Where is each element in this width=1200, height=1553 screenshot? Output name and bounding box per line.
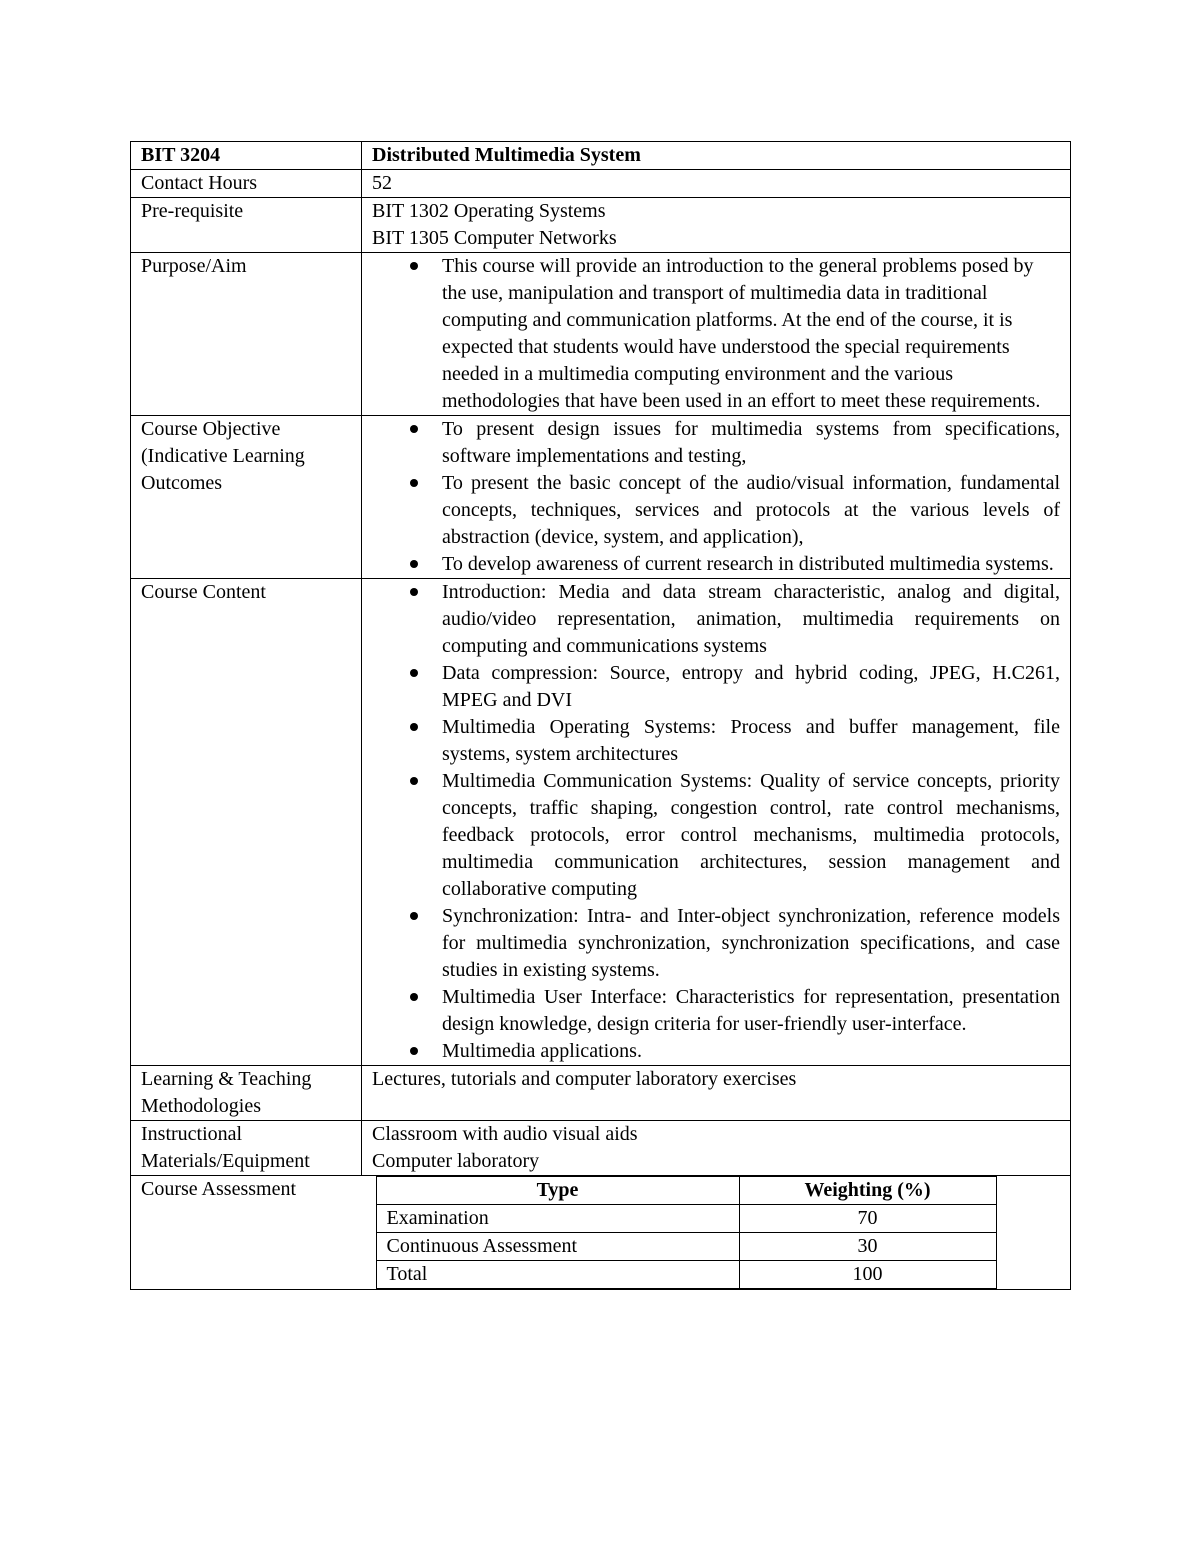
prerequisite-values <box>362 198 1071 253</box>
prerequisite-item: BIT 1305 Computer Networks <box>372 227 617 249</box>
prerequisite-label: Pre-requisite <box>131 198 362 253</box>
materials-label-line: Materials/Equipment <box>141 1150 310 1172</box>
list-item: This course will provide an introduction to the general problems posed by the use, manipulation and transport of multimedia data in traditional computing and communication platforms. At the end of the course, it is expected that students would have understood the special requirements needed in a multimedia computing environment and the various methodologies that have been used in an effort to meet these requirements. <box>372 253 1060 415</box>
list-item: To develop awareness of current research in distributed multimedia systems. <box>372 551 1060 578</box>
contact-hours-value: 52 <box>362 170 1071 198</box>
objective-label-line: (Indicative Learning <box>141 445 305 467</box>
contact-hours-label: Contact Hours <box>131 170 362 198</box>
materials-label <box>131 1121 362 1176</box>
materials-row <box>131 1121 1071 1176</box>
methodologies-label <box>131 1066 362 1121</box>
prerequisite-item: BIT 1302 Operating Systems <box>372 200 606 222</box>
course-header-row <box>131 142 1071 170</box>
objective-list <box>372 416 1060 578</box>
content-label: Course Content <box>131 579 362 1066</box>
list-item: Introduction: Media and data stream characteristic, analog and digital, audio/video representation, animation, multimedia requirements on computing and communications systems <box>372 579 1060 660</box>
materials-item: Computer laboratory <box>372 1150 540 1172</box>
table-row <box>376 1205 996 1233</box>
assessment-weight: 100 <box>739 1261 996 1289</box>
objective-label-line: Outcomes <box>141 472 223 494</box>
list-item: Synchronization: Intra- and Inter-object synchronization, reference models for multimedia synchronization, synchronization specifications, and case studies in existing systems. <box>372 903 1060 984</box>
materials-item: Classroom with audio visual aids <box>372 1123 638 1145</box>
content-row <box>131 579 1071 1066</box>
assessment-type: Continuous Assessment <box>376 1233 739 1261</box>
assessment-type: Examination <box>376 1205 739 1233</box>
content-list <box>372 579 1060 1065</box>
assessment-holder <box>362 1176 1071 1290</box>
course-title: Distributed Multimedia System <box>362 142 1071 170</box>
prerequisite-row <box>131 198 1071 253</box>
methodologies-value: Lectures, tutorials and computer laboratory exercises <box>362 1066 1071 1121</box>
list-item: To present the basic concept of the audio/visual information, fundamental concepts, techniques, services and protocols at the various levels of abstraction (device, system, and application), <box>372 470 1060 551</box>
list-item: To present design issues for multimedia systems from specifications, software implementations and testing, <box>372 416 1060 470</box>
assessment-row <box>131 1176 1071 1290</box>
assessment-type: Total <box>376 1261 739 1289</box>
materials-label-line: Instructional <box>141 1123 243 1145</box>
list-item: Data compression: Source, entropy and hybrid coding, JPEG, H.C261, MPEG and DVI <box>372 660 1060 714</box>
methodologies-label-line: Learning & Teaching <box>141 1068 312 1090</box>
assessment-header-type: Type <box>376 1177 739 1205</box>
list-item: Multimedia Operating Systems: Process and buffer management, file systems, system architectures <box>372 714 1060 768</box>
table-row <box>376 1261 996 1289</box>
purpose-content <box>362 253 1071 416</box>
assessment-label: Course Assessment <box>131 1176 362 1290</box>
contact-hours-row <box>131 170 1071 198</box>
methodologies-row <box>131 1066 1071 1121</box>
purpose-row <box>131 253 1071 416</box>
list-item: Multimedia User Interface: Characteristics for representation, presentation design knowledge, design criteria for user-friendly user-interface. <box>372 984 1060 1038</box>
list-item: Multimedia Communication Systems: Quality of service concepts, priority concepts, traffic shaping, congestion control, rate control mechanisms, feedback protocols, error control mechanisms, multimedia protocols, multimedia communication architectures, session management and collaborative computing <box>372 768 1060 903</box>
table-row <box>376 1233 996 1261</box>
objective-label-line: Course Objective <box>141 418 281 440</box>
objective-content <box>362 416 1071 579</box>
assessment-header-weighting: Weighting (%) <box>739 1177 996 1205</box>
list-item: Multimedia applications. <box>372 1038 1060 1065</box>
purpose-label: Purpose/Aim <box>131 253 362 416</box>
assessment-weight: 70 <box>739 1205 996 1233</box>
course-code: BIT 3204 <box>131 142 362 170</box>
assessment-weight: 30 <box>739 1233 996 1261</box>
methodologies-label-line: Methodologies <box>141 1095 261 1117</box>
purpose-list <box>372 253 1060 415</box>
objective-label <box>131 416 362 579</box>
course-outline-table <box>130 141 1071 1290</box>
materials-values <box>362 1121 1071 1176</box>
objective-row <box>131 416 1071 579</box>
assessment-header-row <box>376 1177 996 1205</box>
content-body <box>362 579 1071 1066</box>
assessment-table <box>376 1176 997 1289</box>
